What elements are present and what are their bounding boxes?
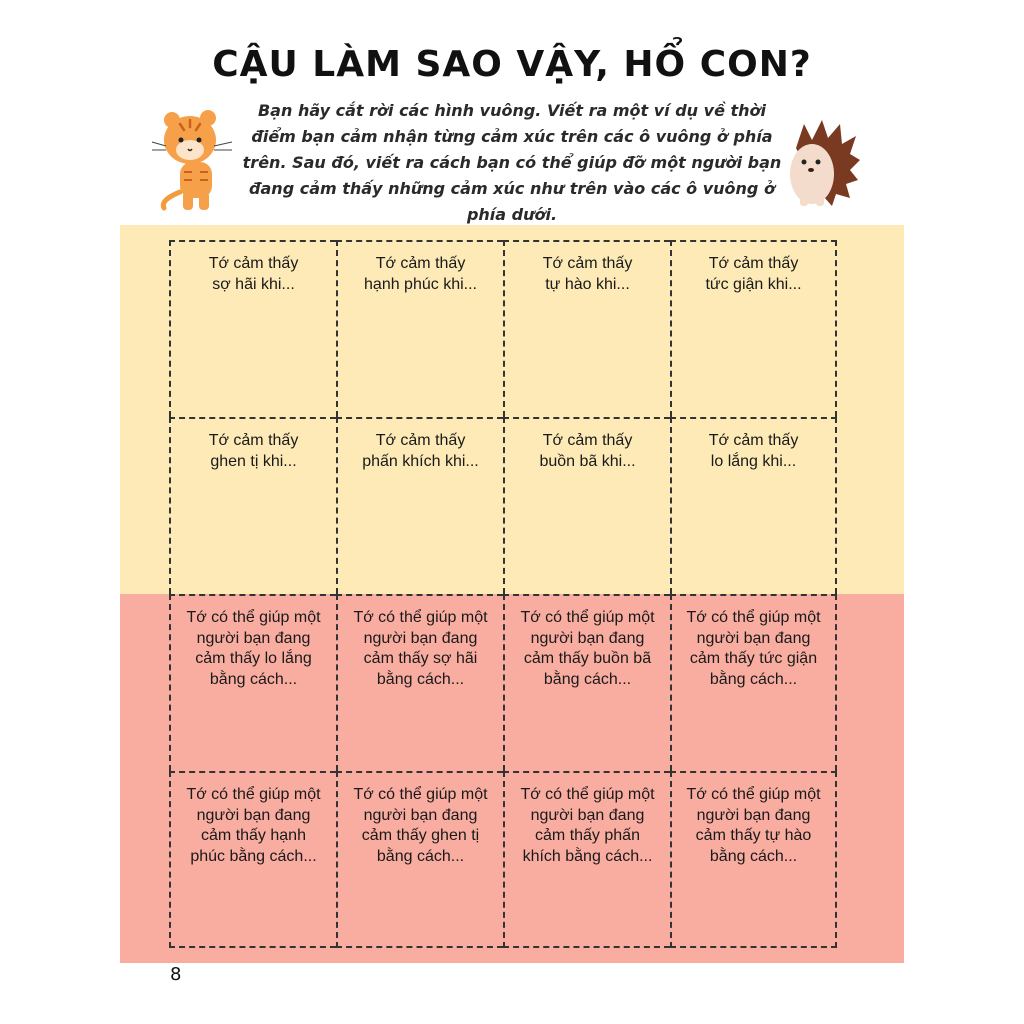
card-text-line: lo lắng khi... [710,452,797,470]
card-text-line: phúc bằng cách... [190,847,317,865]
card-text-line: Tớ cảm thấy [208,432,299,449]
helping-card [670,771,837,948]
helping-card [503,771,670,948]
feeling-card [670,417,837,594]
card-text-line: Tớ cảm thấy [375,432,466,449]
card-text-line: bằng cách... [376,847,465,865]
card-text-line: bằng cách... [376,670,465,688]
card-text-line: cảm thấy hạnh [201,827,306,844]
page-title: CẬU LÀM SAO VẬY, HỔ CON? [212,44,812,85]
card-text-line: Tớ cảm thấy [542,255,633,272]
card-text-line: bằng cách... [209,670,298,688]
card-text-line: cảm thấy tự hào [695,827,812,844]
card-text-line: tức giận khi... [705,275,802,293]
card-text-line: cảm thấy sợ hãi [363,650,478,667]
card-text-line: Tớ có thể giúp một [353,609,488,626]
card-text-line: Tớ cảm thấy [375,255,466,272]
card-text-line: cảm thấy ghen tị [361,827,480,844]
feeling-card [503,240,670,417]
helping-card [670,594,837,771]
card-text-line: người bạn đang [363,629,478,647]
helping-card [169,771,336,948]
card-text-line: Tớ có thể giúp một [186,609,321,626]
feeling-card [503,417,670,594]
hedgehog-icon [776,118,860,210]
card-text-line: người bạn đang [696,806,811,824]
card-text-line: buồn bã khi... [539,452,636,470]
card-text-line: người bạn đang [530,806,645,824]
helping-card [169,594,336,771]
card-text-line: Tớ cảm thấy [708,432,799,449]
helping-card [503,594,670,771]
card-text-line: người bạn đang [530,629,645,647]
instructions-text: Bạn hãy cắt rời các hình vuông. Viết ra một ví dụ về thời điểm bạn cảm nhận từng cảm xúc trên các ô vuông ở phía trên. Sau đó, viết ra cách bạn có thể giúp đỡ một người bạn đang cảm thấy những cảm xúc như trên vào các ô vuông ở phía dưới. [242,101,782,224]
card-text-line: tự hào khi... [545,275,630,293]
card-text-line: Tớ có thể giúp một [520,786,655,803]
card-text-line: sợ hãi khi... [212,275,295,293]
card-text-line: người bạn đang [363,806,478,824]
card-text-line: Tớ cảm thấy [542,432,633,449]
card-text-line: khích bằng cách... [522,847,653,865]
feeling-card [670,240,837,417]
card-text-line: người bạn đang [196,629,311,647]
card-text-line: phấn khích khi... [362,452,479,470]
card-text-line: bằng cách... [709,670,798,688]
feeling-card [336,240,503,417]
card-text-line: cảm thấy tức giận [689,650,818,667]
feeling-card [169,417,336,594]
card-text-line: bằng cách... [543,670,632,688]
card-text-line: hạnh phúc khi... [364,275,477,293]
card-text-line: Tớ có thể giúp một [686,786,821,803]
helping-card [336,594,503,771]
feeling-card [336,417,503,594]
card-text-line: Tớ cảm thấy [208,255,299,272]
helping-card [336,771,503,948]
card-text-line: cảm thấy phấn [535,827,640,844]
feeling-card [169,240,336,417]
card-text-line: người bạn đang [696,629,811,647]
card-text-line: Tớ có thể giúp một [520,609,655,626]
card-text-line: cảm thấy lo lắng [195,650,312,667]
card-text-line: Tớ có thể giúp một [686,609,821,626]
card-text-line: cảm thấy buồn bã [523,650,652,667]
card-text-line: bằng cách... [709,847,798,865]
cut-out-card-grid [169,240,837,948]
card-text-line: Tớ cảm thấy [708,255,799,272]
card-text-line: người bạn đang [196,806,311,824]
card-text-line: Tớ có thể giúp một [186,786,321,803]
card-text-line: ghen tị khi... [210,452,297,470]
card-text-line: Tớ có thể giúp một [353,786,488,803]
tiger-cub-icon [150,100,240,215]
page-number: 8 [170,964,182,985]
